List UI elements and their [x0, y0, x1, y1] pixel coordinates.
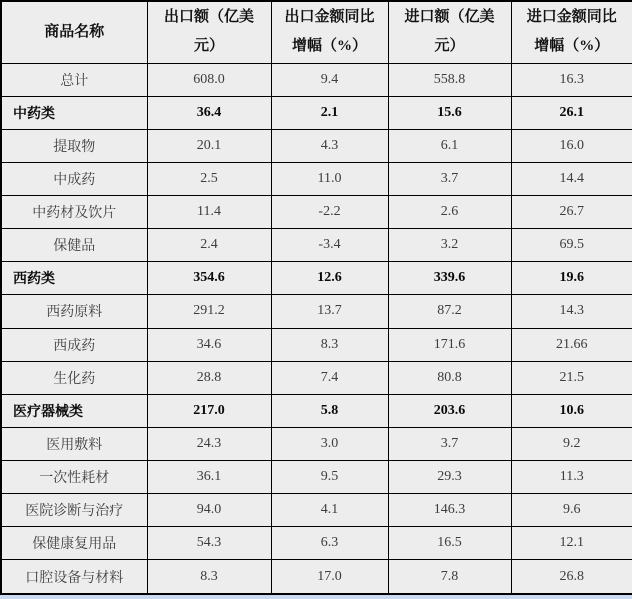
value-cell: 3.7	[388, 427, 511, 460]
table-row	[1, 295, 632, 328]
value-cell: 14.4	[511, 162, 632, 195]
value-cell: 87.2	[388, 295, 511, 328]
row-label: 西成药	[1, 328, 147, 361]
table-row	[1, 527, 632, 560]
value-cell: 16.3	[511, 63, 632, 96]
header-label: 增幅（%）	[291, 38, 367, 55]
value-cell: 291.2	[147, 295, 271, 328]
table-row-category	[1, 262, 632, 295]
table-row	[1, 494, 632, 527]
value-cell: 15.6	[388, 96, 511, 129]
header-label: 出口额（亿美	[163, 9, 254, 26]
table-row	[1, 162, 632, 195]
table-row	[1, 427, 632, 460]
row-label: 西药类	[1, 262, 147, 295]
value-cell: 14.3	[511, 295, 632, 328]
value-cell: 69.5	[511, 229, 632, 262]
table-row	[1, 196, 632, 229]
value-cell: 9.6	[511, 494, 632, 527]
row-label: 中药材及饮片	[1, 196, 147, 229]
table-row	[1, 361, 632, 394]
value-cell: 34.6	[147, 328, 271, 361]
col-header-export-value	[147, 1, 271, 63]
value-cell: 11.3	[511, 461, 632, 494]
value-cell: 8.3	[271, 328, 388, 361]
value-cell: 4.1	[271, 494, 388, 527]
row-label: 口腔设备与材料	[1, 560, 147, 594]
value-cell: 3.2	[388, 229, 511, 262]
value-cell: 354.6	[147, 262, 271, 295]
value-cell: 2.1	[271, 96, 388, 129]
row-label: 总计	[1, 63, 147, 96]
value-cell: 6.3	[271, 527, 388, 560]
header-label: 商品名称	[44, 23, 105, 40]
value-cell: 11.0	[271, 162, 388, 195]
row-label: 提取物	[1, 129, 147, 162]
header-label: 进口金额同比	[526, 9, 617, 26]
value-cell: 171.6	[388, 328, 511, 361]
value-cell: 339.6	[388, 262, 511, 295]
header-row	[1, 1, 632, 63]
table-row	[1, 229, 632, 262]
value-cell: 9.4	[271, 63, 388, 96]
value-cell: 2.5	[147, 162, 271, 195]
value-cell: 94.0	[147, 494, 271, 527]
value-cell: 36.4	[147, 96, 271, 129]
col-header-product-name	[1, 1, 147, 63]
col-header-export-growth	[271, 1, 388, 63]
value-cell: 29.3	[388, 461, 511, 494]
value-cell: 20.1	[147, 129, 271, 162]
value-cell: 21.5	[511, 361, 632, 394]
table-row	[1, 129, 632, 162]
value-cell: 203.6	[388, 394, 511, 427]
row-label: 医用敷料	[1, 427, 147, 460]
value-cell: 6.1	[388, 129, 511, 162]
value-cell: 26.1	[511, 96, 632, 129]
row-label: 中药类	[1, 96, 147, 129]
value-cell: 28.8	[147, 361, 271, 394]
value-cell: 16.0	[511, 129, 632, 162]
row-label: 西药原料	[1, 295, 147, 328]
row-label: 医疗器械类	[1, 394, 147, 427]
row-label: 一次性耗材	[1, 461, 147, 494]
bottom-edge-line	[0, 595, 632, 599]
value-cell: 12.1	[511, 527, 632, 560]
value-cell: 217.0	[147, 394, 271, 427]
value-cell: 21.66	[511, 328, 632, 361]
header-label: 进口额（亿美	[404, 9, 495, 26]
value-cell: 7.8	[388, 560, 511, 594]
value-cell: 558.8	[388, 63, 511, 96]
value-cell: 26.7	[511, 196, 632, 229]
header-label: 增幅（%）	[534, 38, 610, 55]
table-row-category	[1, 394, 632, 427]
table-row-total	[1, 63, 632, 96]
value-cell: 146.3	[388, 494, 511, 527]
value-cell: 608.0	[147, 63, 271, 96]
value-cell: 8.3	[147, 560, 271, 594]
value-cell: 36.1	[147, 461, 271, 494]
value-cell: -2.2	[271, 196, 388, 229]
value-cell: 2.4	[147, 229, 271, 262]
value-cell: 7.4	[271, 361, 388, 394]
col-header-import-value	[388, 1, 511, 63]
table-row	[1, 328, 632, 361]
value-cell: 4.3	[271, 129, 388, 162]
value-cell: 26.8	[511, 560, 632, 594]
value-cell: 3.7	[388, 162, 511, 195]
header-label: 元）	[193, 38, 224, 55]
value-cell: 10.6	[511, 394, 632, 427]
row-label: 医院诊断与治疗	[1, 494, 147, 527]
row-label: 中成药	[1, 162, 147, 195]
value-cell: -3.4	[271, 229, 388, 262]
value-cell: 13.7	[271, 295, 388, 328]
value-cell: 9.5	[271, 461, 388, 494]
table-row	[1, 560, 632, 594]
col-header-import-growth	[511, 1, 632, 63]
value-cell: 19.6	[511, 262, 632, 295]
row-label: 保健康复用品	[1, 527, 147, 560]
table-row	[1, 461, 632, 494]
value-cell: 54.3	[147, 527, 271, 560]
value-cell: 2.6	[388, 196, 511, 229]
header-label: 出口金额同比	[284, 9, 375, 26]
value-cell: 3.0	[271, 427, 388, 460]
value-cell: 5.8	[271, 394, 388, 427]
table-row-category	[1, 96, 632, 129]
value-cell: 11.4	[147, 196, 271, 229]
value-cell: 9.2	[511, 427, 632, 460]
value-cell: 16.5	[388, 527, 511, 560]
header-label: 元）	[434, 38, 465, 55]
value-cell: 12.6	[271, 262, 388, 295]
value-cell: 17.0	[271, 560, 388, 594]
value-cell: 24.3	[147, 427, 271, 460]
row-label: 保健品	[1, 229, 147, 262]
row-label: 生化药	[1, 361, 147, 394]
value-cell: 80.8	[388, 361, 511, 394]
